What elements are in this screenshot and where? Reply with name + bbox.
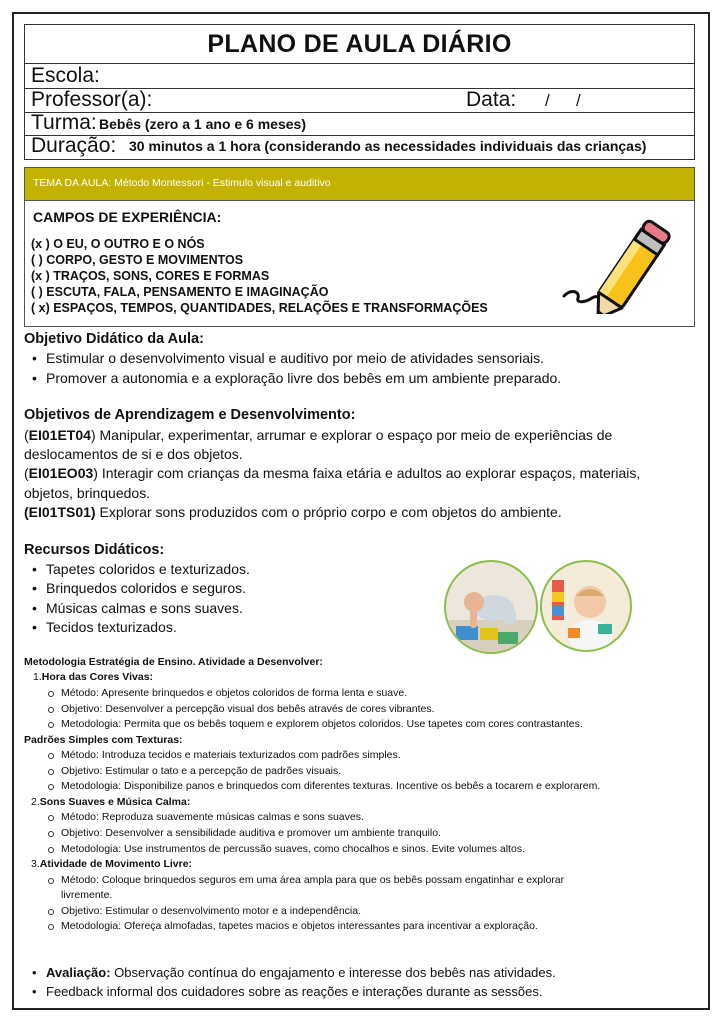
turma-label: Turma: — [31, 111, 97, 134]
atividade-2-item: Método: Reproduza suavemente músicas calmas e sons suaves. — [48, 811, 364, 823]
atividade-3-item-cont: livremente. — [61, 889, 113, 901]
atividade-1-item: Método: Apresente brinquedos e objetos coloridos de forma lenta e suave. — [48, 687, 407, 699]
data-slash-1: / — [545, 91, 550, 110]
header-table — [24, 24, 695, 160]
atividade-1-item: Metodologia: Permita que os bebês toquem e explorem objetos coloridos. Use tapetes com cores contrastantes. — [48, 718, 583, 730]
campos-title: CAMPOS DE EXPERIÊNCIA: — [33, 209, 222, 225]
page-title: PLANO DE AULA DIÁRIO — [25, 25, 694, 64]
campo-item: (x ) O EU, O OUTRO E O NÓS — [31, 237, 205, 251]
duracao-label: Duração: — [31, 134, 117, 157]
objetivos-aprendizagem-title: Objetivos de Aprendizagem e Desenvolvimento: — [24, 407, 356, 423]
recurso-item: • Tecidos texturizados. — [32, 619, 177, 635]
metodologia-title: Metodologia Estratégia de Ensino. Atividade a Desenvolver: — [24, 656, 323, 668]
baby-photo-crawling — [444, 560, 538, 654]
avaliacao-item: • Avaliação: Observação contínua do engajamento e interesse dos bebês nas atividades. — [32, 965, 556, 980]
atividade-3-item: Metodologia: Ofereça almofadas, tapetes macios e objetos interessantes para incentivar a exploração. — [48, 920, 538, 932]
objetivo-didatico-title: Objetivo Didático da Aula: — [24, 331, 204, 347]
tema-banner: TEMA DA AULA: Método Montessori - Estimulo visual e auditivo — [24, 167, 695, 201]
escola-row — [25, 64, 694, 89]
padroes-item: Metodologia: Disponibilize panos e brinquedos com diferentes texturas. Incentive os bebês a tocarem e explorarem. — [48, 780, 600, 792]
campo-item: ( ) ESCUTA, FALA, PENSAMENTO E IMAGINAÇÃO — [31, 285, 329, 299]
data-slash-2: / — [576, 91, 581, 110]
objetivo-line: deslocamentos de si e dos objetos. — [24, 446, 243, 462]
objetivo-line: (EI01ET04) Manipular, experimentar, arrumar e explorar o espaço por meio de experiências de — [24, 427, 613, 443]
duracao-row — [25, 136, 694, 159]
recurso-item: • Brinquedos coloridos e seguros. — [32, 580, 246, 596]
padroes-item: Método: Introduza tecidos e materiais texturizados com padrões simples. — [48, 749, 401, 761]
atividade-3-title: 3.Atividade de Movimento Livre: — [31, 858, 193, 870]
escola-label: Escola: — [31, 64, 100, 87]
atividade-1-title: 1.Hora das Cores Vivas: — [33, 671, 154, 683]
recurso-item: • Tapetes coloridos e texturizados. — [32, 561, 250, 577]
baby-photo-sitting — [540, 560, 632, 652]
feedback-item: • Feedback informal dos cuidadores sobre as reações e interações durante as sessões. — [32, 984, 542, 999]
atividade-2-title: 2.Sons Suaves e Música Calma: — [31, 796, 191, 808]
campo-item: ( x) ESPAÇOS, TEMPOS, QUANTIDADES, RELAÇÕES E TRANSFORMAÇÕES — [31, 301, 488, 315]
atividade-2-item: Metodologia: Use instrumentos de percussão suaves, como chocalhos e sinos. Evite volumes altos. — [48, 843, 525, 855]
professor-row — [25, 89, 694, 113]
padroes-title: Padrões Simples com Texturas: — [24, 734, 183, 746]
turma-value: Bebês (zero a 1 ano e 6 meses) — [99, 116, 306, 132]
objetivo-line: (EI01EO03) Interagir com crianças da mesma faixa etária e adultos ao explorar espaços, materiais, — [24, 465, 641, 481]
recurso-item: • Músicas calmas e sons suaves. — [32, 600, 243, 616]
pencil-icon — [558, 210, 680, 314]
turma-row — [25, 113, 694, 136]
data-label: Data: — [466, 88, 517, 111]
padroes-item: Objetivo: Estimular o tato e a percepção de padrões visuais. — [48, 765, 341, 777]
recursos-title: Recursos Didáticos: — [24, 542, 165, 558]
campo-item: (x ) TRAÇOS, SONS, CORES E FORMAS — [31, 269, 270, 283]
atividade-3-item: Objetivo: Estimular o desenvolvimento motor e a independência. — [48, 905, 361, 917]
objetivo-didatico-item: • Promover a autonomia e a exploração livre dos bebês em um ambiente preparado. — [32, 370, 561, 386]
duracao-value: 30 minutos a 1 hora (considerando as necessidades individuais das crianças) — [129, 138, 647, 154]
atividade-1-item: Objetivo: Desenvolver a percepção visual dos bebês através de cores vibrantes. — [48, 703, 435, 715]
professor-label: Professor(a): — [31, 88, 153, 111]
objetivo-didatico-item: • Estimular o desenvolvimento visual e auditivo por meio de atividades sensoriais. — [32, 350, 544, 366]
objetivo-line: objetos, brinquedos. — [24, 485, 151, 501]
atividade-3-item: Método: Coloque brinquedos seguros em uma área ampla para que os bebês possam engatinhar e explorar — [48, 874, 564, 886]
objetivo-line: (EI01TS01) Explorar sons produzidos com o próprio corpo e com objetos do ambiente. — [24, 504, 562, 520]
campo-item: ( ) CORPO, GESTO E MOVIMENTOS — [31, 253, 244, 267]
atividade-2-item: Objetivo: Desenvolver a sensibilidade auditiva e promover um ambiente tranquilo. — [48, 827, 441, 839]
